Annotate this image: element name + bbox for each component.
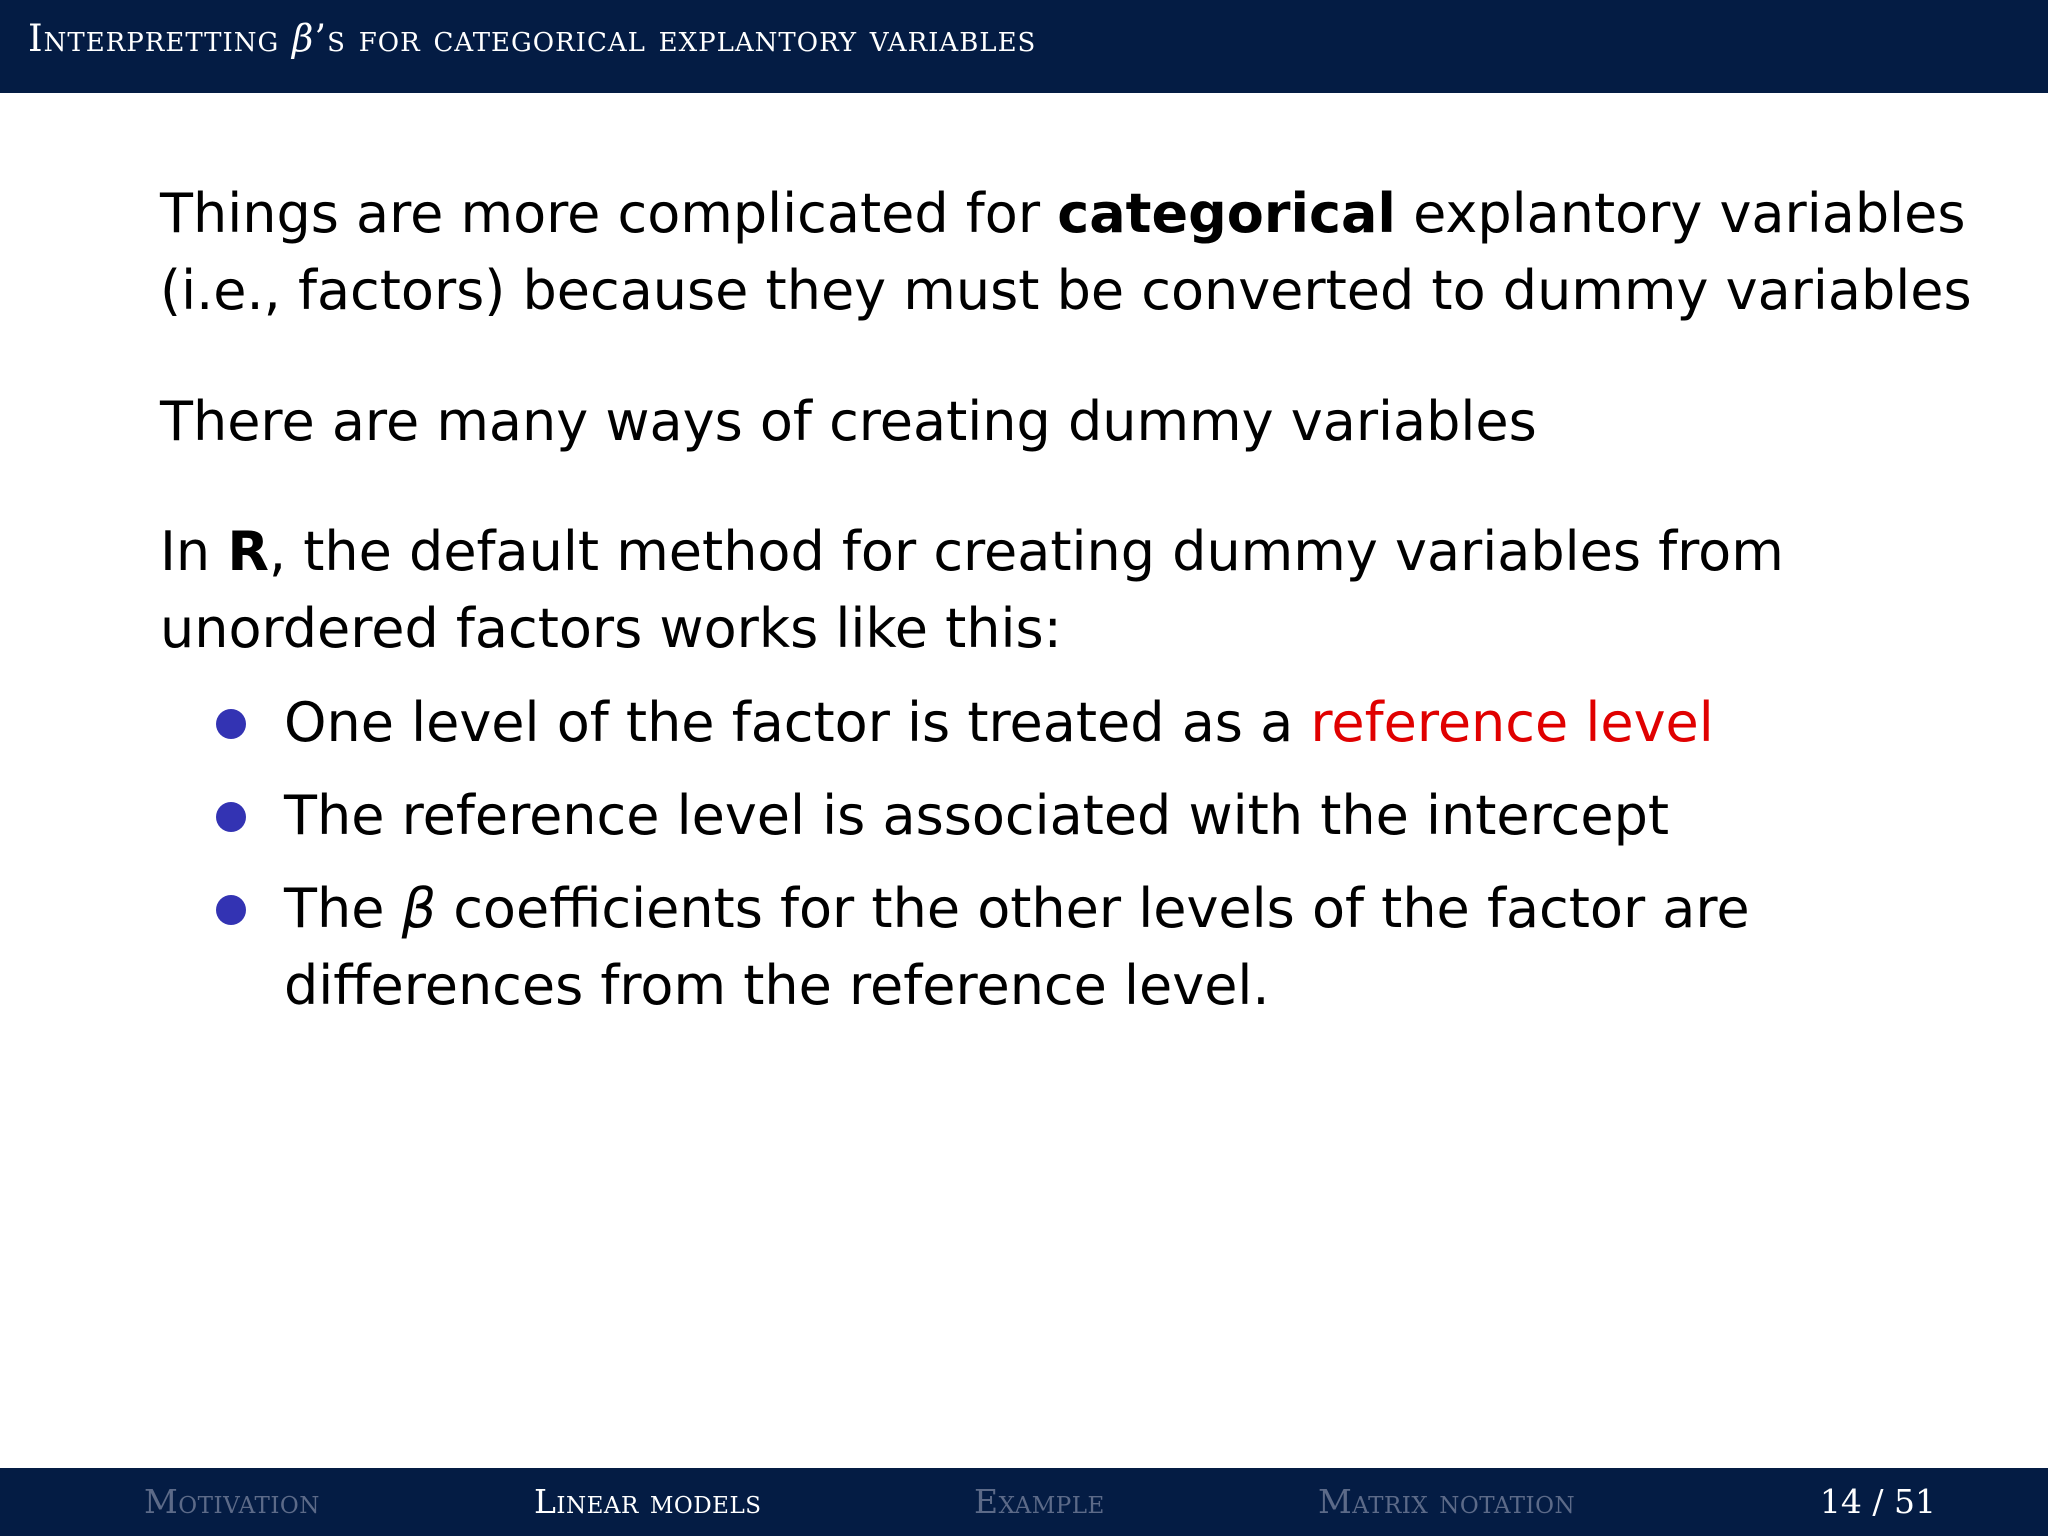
slide-title: [28, 12, 1036, 66]
bullet-text: differences from the reference level.: [284, 954, 1270, 1017]
list-item: [160, 870, 1920, 1024]
bullet-dot-icon: [216, 709, 246, 739]
paragraph-ways: [160, 383, 1920, 460]
beta-symbol: β: [292, 17, 315, 60]
nav-section-linear-models[interactable]: Linear models: [534, 1482, 762, 1521]
paragraph-text: Things are more complicated for: [160, 182, 1058, 245]
nav-section-motivation[interactable]: Motivation: [144, 1482, 320, 1521]
bullet-text: The: [284, 877, 402, 940]
footer-nav-bar: [0, 1468, 2048, 1536]
bullet-dot-icon: [216, 802, 246, 832]
paragraph-default-method: [160, 513, 1920, 667]
bold-term: categorical: [1057, 182, 1396, 245]
highlight-text: reference level: [1310, 691, 1714, 754]
page-number: [1820, 1468, 1936, 1536]
paragraph-text: explantory variables: [1395, 182, 1966, 245]
bullet-text: One level of the factor is treated as a: [284, 691, 1311, 754]
header-bar: [0, 0, 2048, 93]
page-total: 51: [1894, 1482, 1936, 1521]
bullet-text: The reference level is associated with the intercept: [284, 784, 1670, 847]
beta-symbol: β: [401, 877, 437, 940]
paragraph-categorical: [160, 175, 1972, 329]
paragraph-text: , the default method for creating dummy variables from: [268, 520, 1784, 583]
bullet-text: coefficients for the other levels of the factor are: [436, 877, 1750, 940]
nav-section-example[interactable]: Example: [974, 1482, 1105, 1521]
bullet-dot-icon: [216, 895, 246, 925]
paragraph-text: In: [160, 520, 228, 583]
nav-section-matrix-notation[interactable]: Matrix notation: [1318, 1482, 1576, 1521]
bullet-list: [160, 684, 1920, 1024]
list-item: [160, 777, 1920, 854]
paragraph-text: (i.e., factors) because they must be converted to dummy variables: [160, 259, 1972, 322]
list-item: [160, 684, 1920, 761]
paragraph-text: unordered factors works like this:: [160, 597, 1062, 660]
bold-term: R: [227, 520, 269, 583]
page-separator: /: [1861, 1482, 1894, 1521]
slide-title-text: Interpretting: [28, 17, 293, 60]
slide-content: [160, 175, 1972, 1040]
paragraph-text: There are many ways of creating dummy variables: [160, 390, 1537, 453]
page-current: 14: [1819, 1482, 1862, 1521]
slide-title-text-rest: ’s for categorical explantory variables: [314, 17, 1037, 60]
